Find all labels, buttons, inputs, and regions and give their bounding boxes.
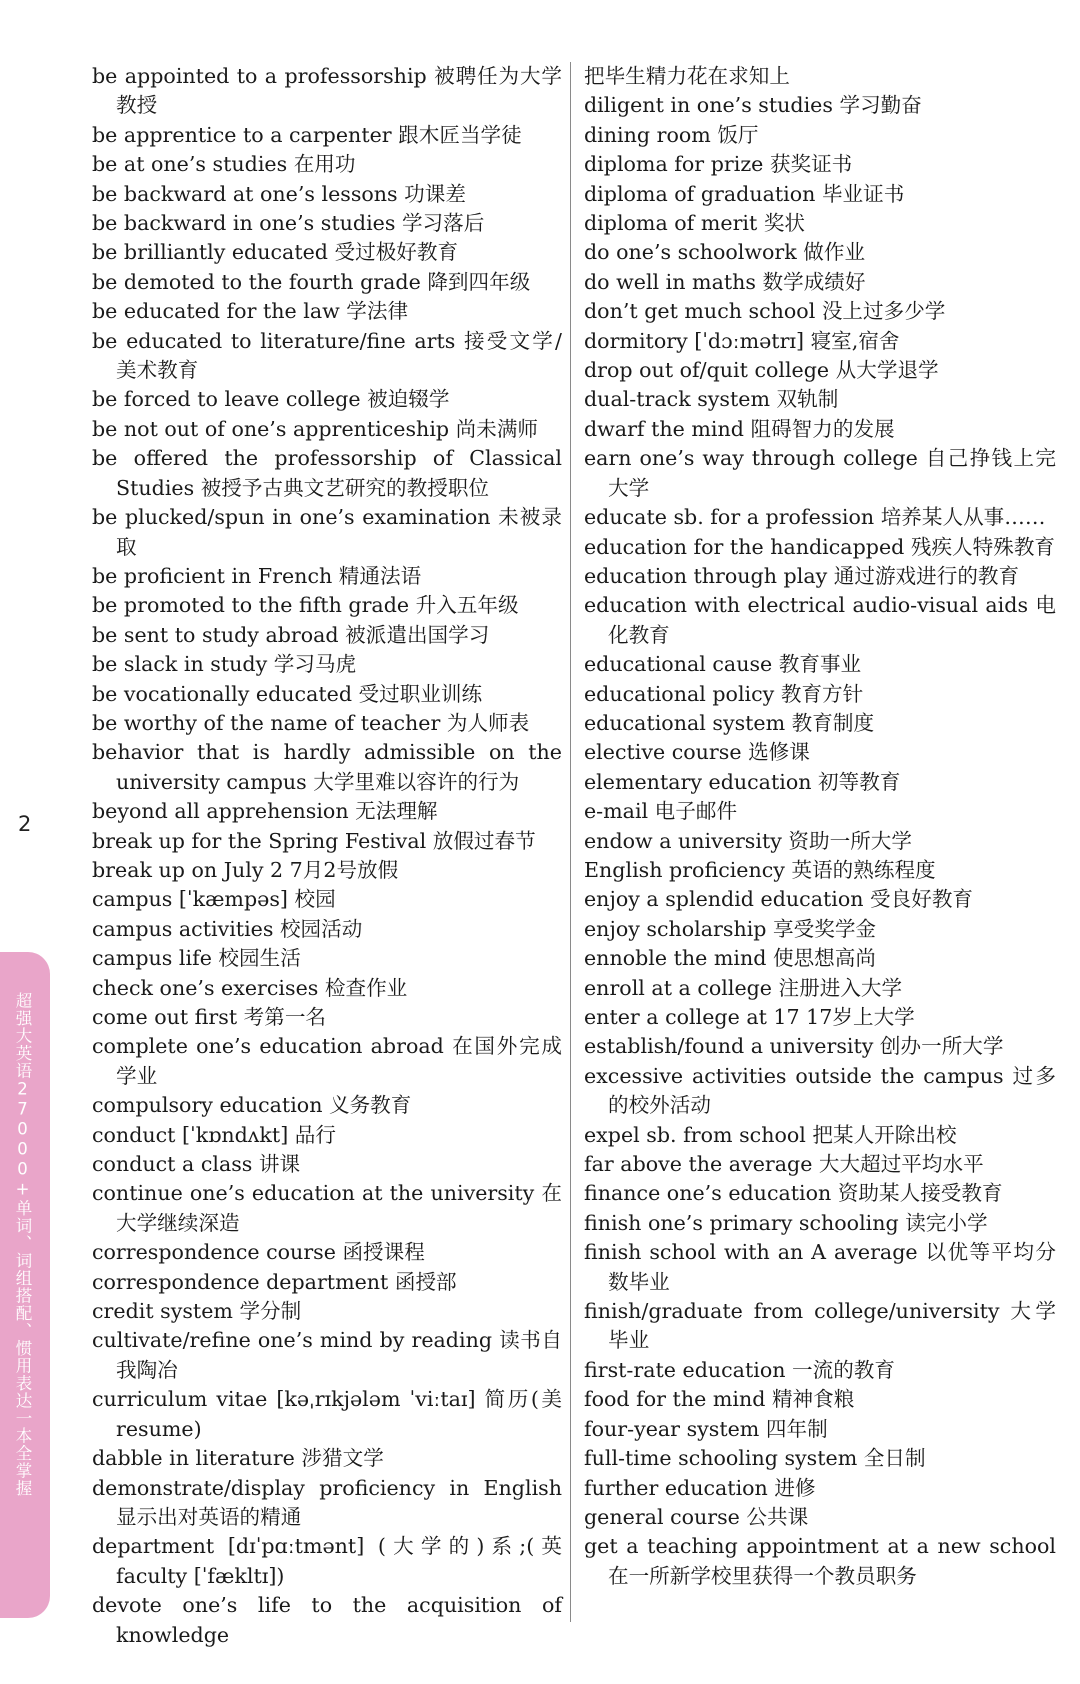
entry: be slack in study 学习马虎 [92, 652, 357, 677]
entry: earn one’s way through college 自己挣钱上完大学 [584, 446, 1056, 500]
entry: be backward in one’s studies 学习落后 [92, 211, 485, 236]
entry: campus [ˈkæmpəs] 校园 [92, 887, 336, 912]
entry: compulsory education 义务教育 [92, 1093, 412, 1118]
entry: educate sb. for a profession 培养某人从事…… [584, 505, 1046, 530]
entry: demonstrate/display proficiency in English 显示出对英语的精通 [92, 1475, 562, 1529]
entry: be backward at one’s lessons 功课差 [92, 181, 466, 206]
entry: dabble in literature 涉猎文学 [92, 1446, 384, 1471]
entry: campus activities 校园活动 [92, 916, 363, 941]
entry: finish school with an A average 以优等平均分数毕业 [584, 1240, 1056, 1294]
entry: elementary education 初等教育 [584, 769, 901, 794]
entry: be at one’s studies 在用功 [92, 152, 356, 177]
entry: be proficient in French 精通法语 [92, 563, 422, 588]
entry: be sent to study abroad 被派遣出国学习 [92, 622, 490, 647]
entry: food for the mind 精神食粮 [584, 1387, 855, 1412]
entry: be educated to literature/fine arts 接受文学/美术教育 [92, 328, 562, 383]
entry: educational policy 教育方针 [584, 681, 864, 706]
entry: credit system 学分制 [92, 1299, 302, 1324]
entry: four-year system 四年制 [584, 1416, 828, 1441]
entry: devote one’s life to the acquisition of knowledge [92, 1593, 562, 1647]
entry: full-time schooling system 全日制 [584, 1446, 926, 1471]
column-divider [570, 62, 571, 1622]
entry: diploma of merit 奖状 [584, 211, 806, 236]
entry: expel sb. from school 把某人开除出校 [584, 1122, 957, 1147]
entry: enjoy scholarship 享受奖学金 [584, 916, 877, 941]
entry: campus life 校园生活 [92, 946, 301, 971]
entry: diploma for prize 获奖证书 [584, 152, 853, 177]
entry: be promoted to the fifth grade 升入五年级 [92, 593, 519, 618]
entry: get a teaching appointment at a new school 在一所新学校里获得一个教员职务 [584, 1534, 1056, 1588]
entry: 把毕生精力花在求知上 [584, 64, 790, 88]
entry: department [dɪˈpɑːtmənt] (大学的)系;(英 faculty [ˈfækltɪ]) [92, 1534, 562, 1588]
entry: be apprentice to a carpenter 跟木匠当学徒 [92, 122, 522, 147]
entry: dwarf the mind 阻碍智力的发展 [584, 416, 895, 441]
entry: finance one’s education 资助某人接受教育 [584, 1181, 1003, 1206]
entry: first-rate education 一流的教育 [584, 1357, 895, 1382]
entry: be appointed to a professorship 被聘任为大学教授 [92, 64, 562, 118]
entry: drop out of/quit college 从大学退学 [584, 358, 939, 383]
entry: further education 进修 [584, 1475, 816, 1500]
entry: be vocationally educated 受过职业训练 [92, 681, 483, 706]
entry: conduct a class 讲课 [92, 1152, 301, 1177]
entry: general course 公共课 [584, 1504, 809, 1529]
entry: e-mail 电子邮件 [584, 799, 738, 824]
entry: be not out of one’s apprenticeship 尚未满师 [92, 416, 539, 441]
side-tab-text: 超强大英语27000+单词、词组搭配、惯用表达一本全掌握 [13, 992, 32, 1497]
entry: break up for the Spring Festival 放假过春节 [92, 828, 536, 853]
entry: endow a university 资助一所大学 [584, 828, 912, 853]
entry: behavior that is hardly admissible on the university campus 大学里难以容许的行为 [92, 740, 562, 794]
entry: cultivate/refine one’s mind by reading 读书自我陶冶 [92, 1328, 562, 1382]
entry: English proficiency 英语的熟练程度 [584, 857, 936, 882]
entry: educational system 教育制度 [584, 710, 875, 735]
entry: elective course 选修课 [584, 740, 810, 765]
entry: dual-track system 双轨制 [584, 387, 839, 412]
entry: ennoble the mind 使思想高尚 [584, 946, 876, 971]
entry: correspondence course 函授课程 [92, 1240, 425, 1265]
entry: diligent in one’s studies 学习勤奋 [584, 93, 922, 118]
entry: be offered the professorship of Classical Studies 被授予古典文艺研究的教授职位 [92, 446, 562, 500]
entry: conduct [ˈkɒndʌkt] 品行 [92, 1122, 336, 1147]
entry: be plucked/spun in one’s examination 未被录取 [92, 505, 562, 559]
entry: be forced to leave college 被迫辍学 [92, 387, 450, 412]
entry: education with electrical audio-visual aids 电化教育 [584, 593, 1056, 647]
entry: dining room 饭厅 [584, 122, 759, 147]
entry: do well in maths 数学成绩好 [584, 269, 866, 294]
entry: correspondence department 函授部 [92, 1269, 457, 1294]
entry: education through play 通过游戏进行的教育 [584, 563, 1020, 588]
entry: continue one’s education at the university 在大学继续深造 [92, 1181, 562, 1235]
entry: do one’s schoolwork 做作业 [584, 240, 866, 265]
entry: be educated for the law 学法律 [92, 299, 409, 324]
entry: complete one’s education abroad 在国外完成学业 [92, 1034, 562, 1088]
entry: enroll at a college 注册进入大学 [584, 975, 903, 1000]
entry: curriculum vitae [kəˌrɪkjələm ˈviːtaɪ] 简历(美 resume) [92, 1387, 562, 1441]
side-tab [0, 952, 50, 1618]
entry: dormitory [ˈdɔːmətrɪ] 寝室,宿舍 [584, 328, 900, 353]
entry: break up on July 2 7月2号放假 [92, 857, 399, 882]
entry: finish one’s primary schooling 读完小学 [584, 1210, 988, 1235]
entry: come out first 考第一名 [92, 1005, 327, 1029]
entry: far above the average 大大超过平均水平 [584, 1152, 984, 1177]
left-column [92, 62, 562, 1650]
entry: excessive activities outside the campus 过多的校外活动 [584, 1063, 1056, 1118]
page-number: 2 [18, 812, 32, 836]
entry: education for the handicapped 残疾人特殊教育 [584, 534, 1056, 559]
entry: educational cause 教育事业 [584, 652, 862, 677]
entry: establish/found a university 创办一所大学 [584, 1034, 1004, 1059]
entry: be worthy of the name of teacher 为人师表 [92, 710, 530, 735]
entry: diploma of graduation 毕业证书 [584, 181, 905, 206]
right-column [584, 62, 1056, 1591]
entry: enjoy a splendid education 受良好教育 [584, 887, 974, 912]
entry: beyond all apprehension 无法理解 [92, 799, 438, 824]
entry: don’t get much school 没上过多少学 [584, 299, 946, 324]
entry: be demoted to the fourth grade 降到四年级 [92, 269, 531, 294]
entry: enter a college at 17 17岁上大学 [584, 1005, 915, 1029]
entry: check one’s exercises 检查作业 [92, 975, 408, 1000]
entry: finish/graduate from college/university 大学毕业 [584, 1299, 1056, 1353]
entry: be brilliantly educated 受过极好教育 [92, 240, 459, 265]
